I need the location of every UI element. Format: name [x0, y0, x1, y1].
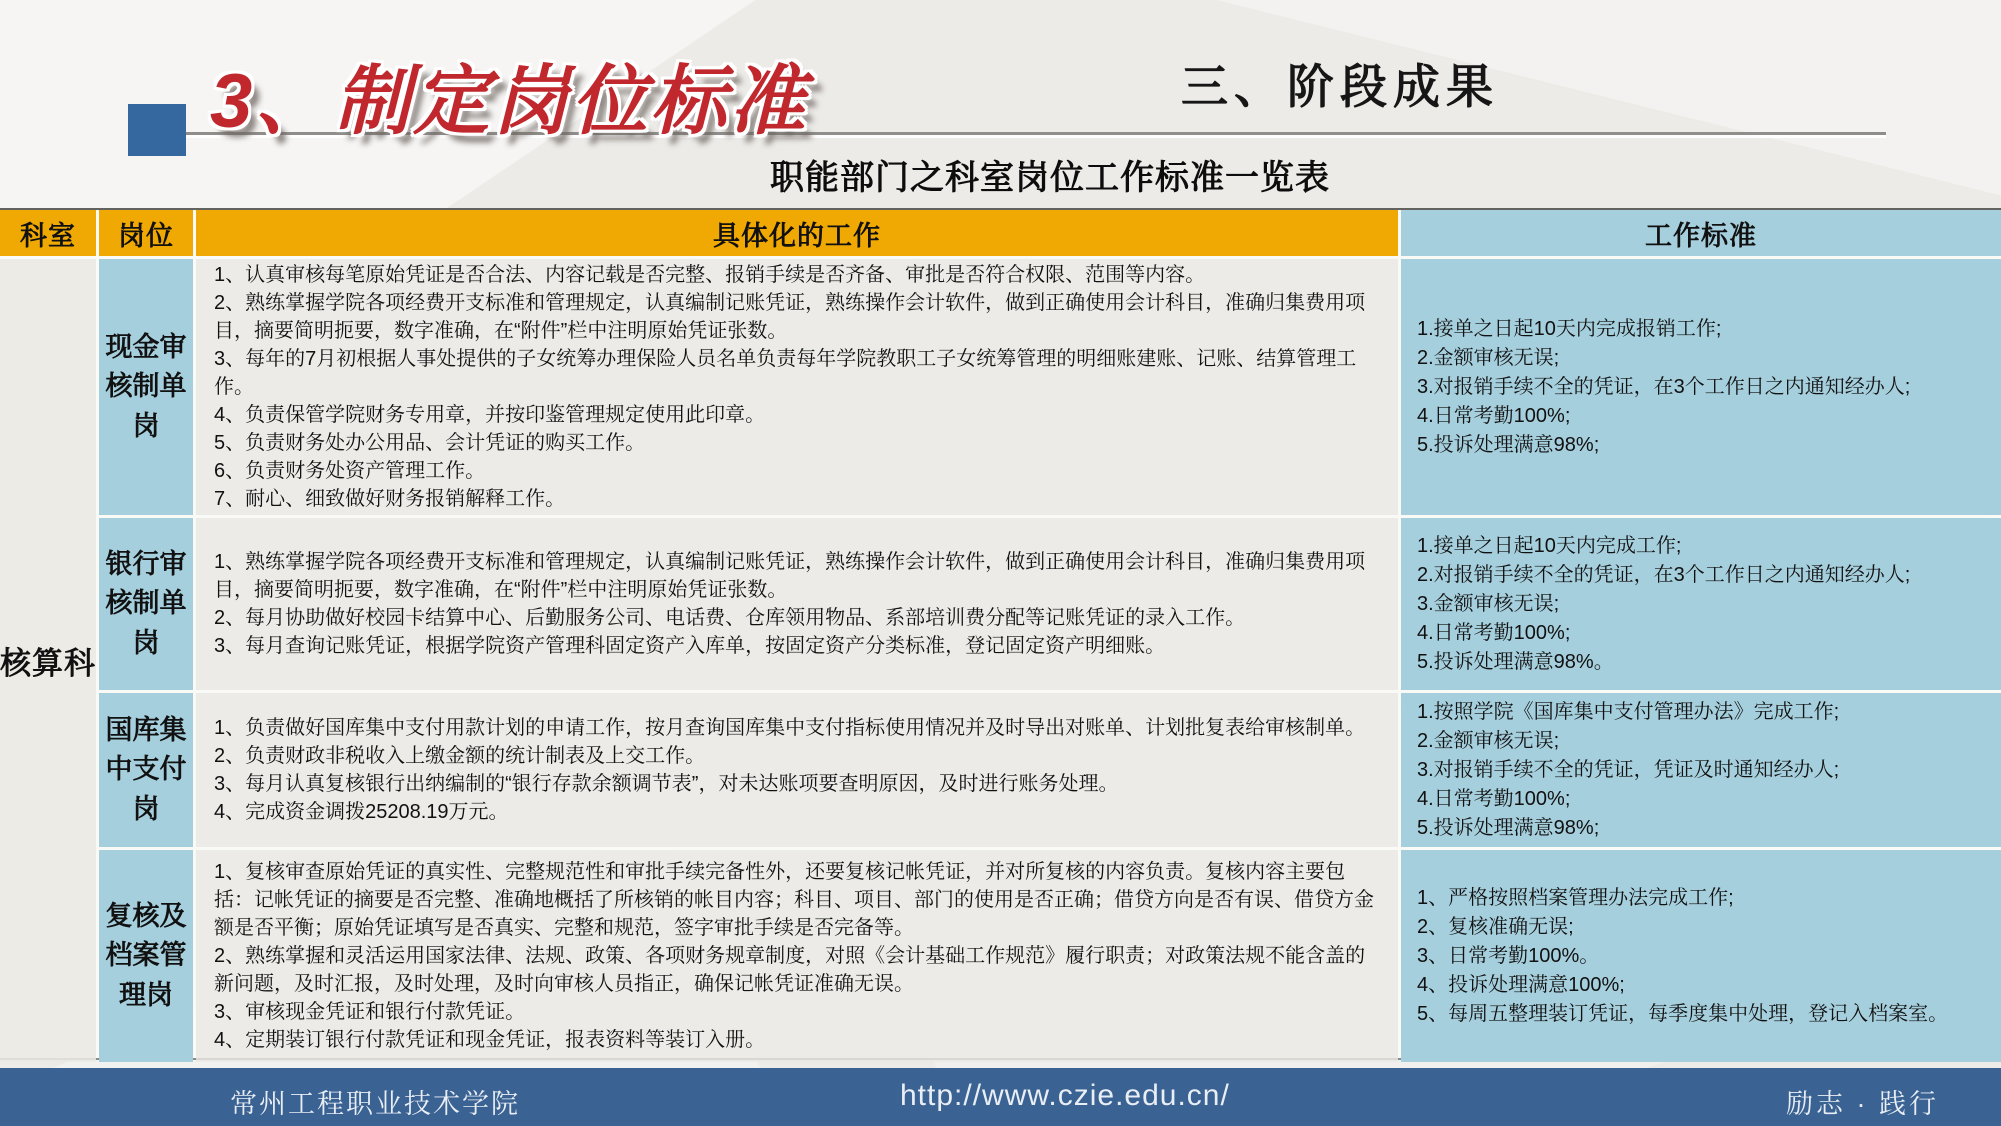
standard-item: 3.金额审核无误;: [1417, 592, 1560, 615]
section-title: 三、阶段成果: [1181, 62, 1499, 114]
standard-item: 5.投诉处理满意98%。: [1417, 650, 1614, 673]
task-item: 3、每月查询记账凭证，根据学院资产管理科固定资产入库单，按固定资产分类标准，登记固定资产明细账。: [214, 635, 1166, 657]
task-item: 1、负责做好国库集中支付用款计划的申请工作，按月查询国库集中支付指标使用情况并及时导出对账单、计划批复表给审核制单。: [214, 717, 1366, 739]
task-item: 3、每年的7月初根据人事处提供的子女统筹办理保险人员名单负责每年学院教职工子女统筹管理的明细账建账、记账、结算管理工作。: [214, 348, 1357, 398]
tasks-cell: [196, 518, 1398, 690]
footer-website-url: http://www.czie.edu.cn/: [900, 1079, 1230, 1112]
table-caption: 职能部门之科室岗位工作标准一览表: [770, 159, 1330, 197]
task-item: 2、熟练掌握和灵活运用国家法律、法规、政策、各项财务规章制度，对照《会计基础工作规范》履行职责；对政策法规不能含盖的新问题，及时汇报，及时处理，及时向审核人员指正，确保记帐凭证准确无误。: [214, 945, 1366, 995]
task-item: 1、复核审查原始凭证的真实性、完整规范性和审批手续完备性外，还要复核记帐凭证，并对所复核的内容负责。复核内容主要包括：记帐凭证的摘要是否完整、准确地概括了所核销的帐目内容；科目、项目、部门的使用是否正确；借贷方向是否有误、借贷方金额是否平衡；原始凭证填写是否真实、完整和规范，签字审批手续是否完备等。: [214, 861, 1374, 939]
column-header-tasks: 具体化的工作: [196, 210, 1398, 256]
task-item: 1、熟练掌握学院各项经费开支标准和管理规定，认真编制记账凭证，熟练操作会计软件，做到正确使用会计科目，准确归集费用项目，摘要简明扼要，数字准确，在“附件”栏中注明原始凭证张数。: [214, 551, 1366, 601]
task-item: 5、负责财务处办公用品、会计凭证的购买工作。: [214, 432, 646, 454]
tasks-cell: [196, 693, 1398, 847]
task-item: 2、负责财政非税收入上缴金额的统计制表及上交工作。: [214, 745, 706, 767]
standard-item: 1.接单之日起10天内完成工作;: [1417, 534, 1682, 557]
position-cell: 银行审核制单岗: [99, 518, 193, 690]
task-item: 3、每月认真复核银行出纳编制的“银行存款余额调节表”，对未达账项要查明原因，及时进行账务处理。: [214, 773, 1119, 795]
job-standards-table: [0, 208, 2001, 1060]
task-item: 7、耐心、细致做好财务报销解释工作。: [214, 488, 566, 510]
title-accent-square: [128, 104, 186, 156]
position-cell: 国库集中支付岗: [99, 693, 193, 847]
standards-cell: [1401, 518, 2001, 690]
column-header-position: 岗位: [99, 210, 193, 256]
standard-item: 3、日常考勤100%。: [1417, 944, 1600, 967]
column-header-department: 科室: [0, 210, 96, 256]
standard-item: 2.金额审核无误;: [1417, 729, 1560, 752]
task-item: 4、负责保管学院财务专用章，并按印鉴管理规定使用此印章。: [214, 404, 766, 426]
position-cell: 现金审核制单岗: [99, 259, 193, 515]
task-item: 6、负责财务处资产管理工作。: [214, 460, 486, 482]
position-cell: 复核及档案管理岗: [99, 850, 193, 1062]
standards-cell: [1401, 693, 2001, 847]
standard-item: 1.按照学院《国库集中支付管理办法》完成工作;: [1417, 700, 1840, 723]
standard-item: 3.对报销手续不全的凭证，凭证及时通知经办人;: [1417, 758, 1840, 781]
standard-item: 1、严格按照档案管理办法完成工作;: [1417, 886, 1734, 909]
column-header-standards: 工作标准: [1401, 210, 2001, 256]
task-item: 3、审核现金凭证和银行付款凭证。: [214, 1001, 526, 1023]
standard-item: 5、每周五整理装订凭证，每季度集中处理，登记入档案室。: [1417, 1002, 1949, 1025]
standards-cell: [1401, 850, 2001, 1062]
tasks-cell: [196, 850, 1398, 1062]
main-title: 3、制定岗位标准: [210, 59, 809, 144]
standard-item: 2、复核准确无误;: [1417, 915, 1574, 938]
task-item: 4、完成资金调拨25208.19万元。: [214, 801, 509, 823]
standard-item: 1.接单之日起10天内完成报销工作;: [1417, 317, 1722, 340]
task-item: 2、每月协助做好校园卡结算中心、后勤服务公司、电话费、仓库领用物品、系部培训费分配等记账凭证的录入工作。: [214, 607, 1246, 629]
department-cell: 核算科: [0, 259, 96, 1062]
standard-item: 5.投诉处理满意98%;: [1417, 816, 1600, 839]
standard-item: 4.日常考勤100%;: [1417, 787, 1571, 810]
footer-motto: 励志 · 践行: [1786, 1089, 1939, 1119]
standards-cell: [1401, 259, 2001, 515]
standard-item: 4.日常考勤100%;: [1417, 621, 1571, 644]
standard-item: 4.日常考勤100%;: [1417, 404, 1571, 427]
footer-bar: [0, 1068, 2001, 1126]
standard-item: 3.对报销手续不全的凭证，在3个工作日之内通知经办人;: [1417, 375, 1911, 398]
task-item: 4、定期装订银行付款凭证和现金凭证，报表资料等装订入册。: [214, 1029, 766, 1051]
task-item: 2、熟练掌握学院各项经费开支标准和管理规定，认真编制记账凭证，熟练操作会计软件，做到正确使用会计科目，准确归集费用项目，摘要简明扼要，数字准确，在“附件”栏中注明原始凭证张数。: [214, 292, 1366, 342]
footer-school-name: 常州工程职业技术学院: [230, 1089, 520, 1119]
tasks-cell: [196, 259, 1398, 515]
standard-item: 5.投诉处理满意98%;: [1417, 433, 1600, 456]
standard-item: 2.对报销手续不全的凭证，在3个工作日之内通知经办人;: [1417, 563, 1911, 586]
standard-item: 4、投诉处理满意100%;: [1417, 973, 1625, 996]
task-item: 1、认真审核每笔原始凭证是否合法、内容记载是否完整、报销手续是否齐备、审批是否符合权限、范围等内容。: [214, 264, 1206, 286]
standard-item: 2.金额审核无误;: [1417, 346, 1560, 369]
